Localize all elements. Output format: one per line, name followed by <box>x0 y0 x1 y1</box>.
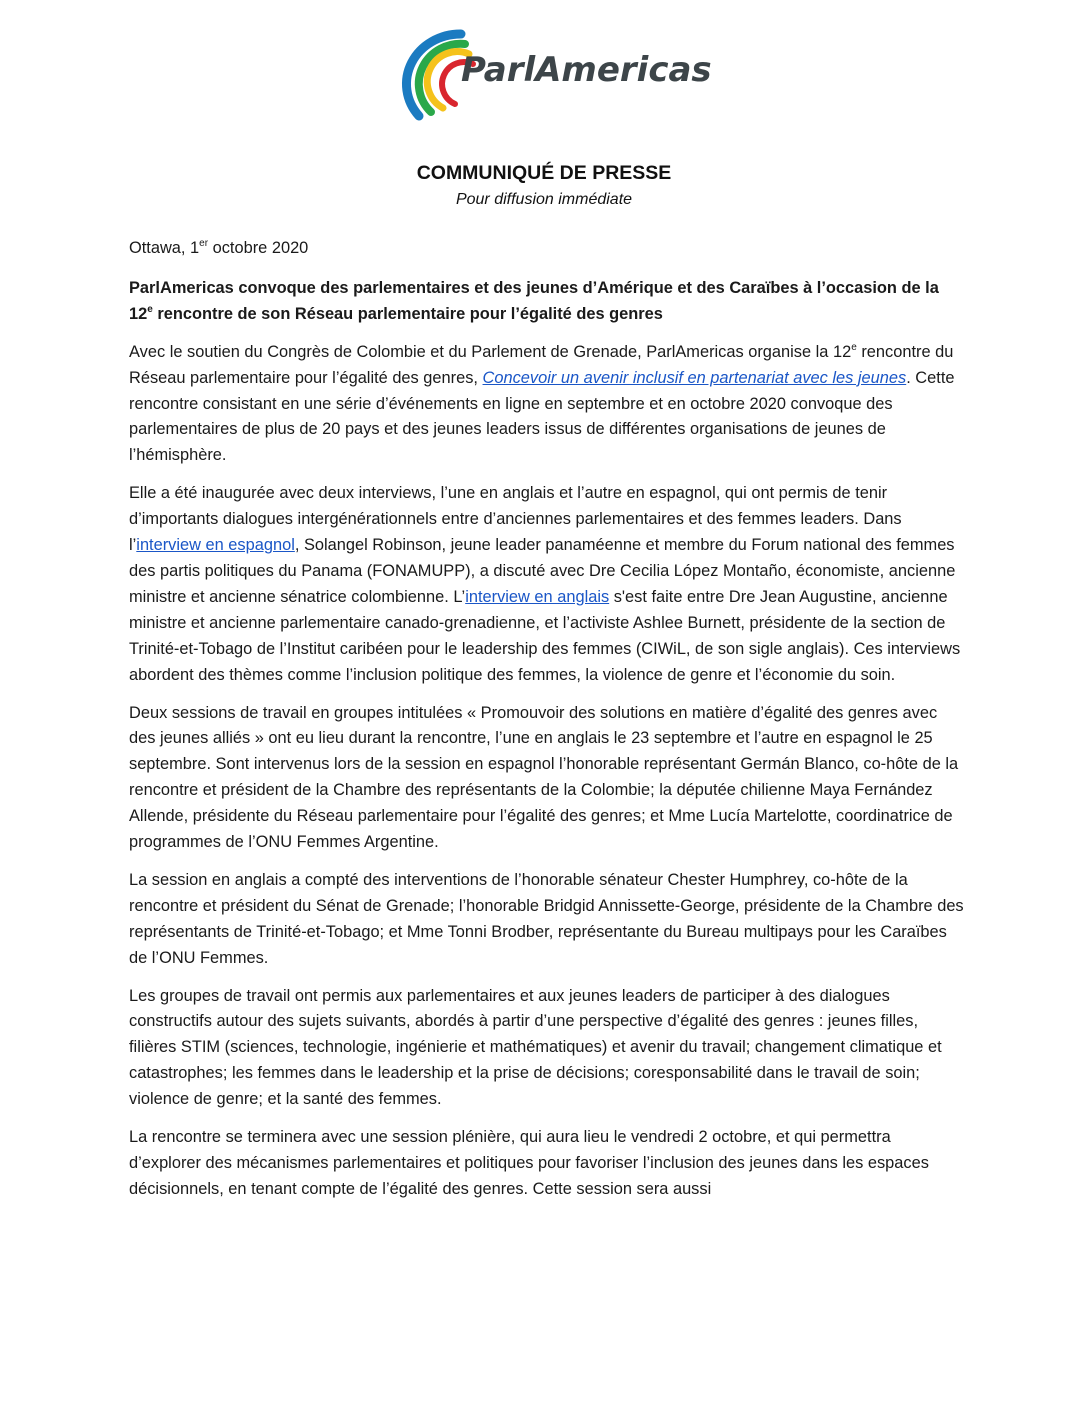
paragraph-1: Avec le soutien du Congrès de Colombie et du Parlement de Grenade, ParlAmericas organise la 12e rencontre du Réseau parlementaire pour l’égalité des genres, Concevoir un avenir inclusif en partenariat avec les jeunes. Cette rencontre consistant en une série d’événements en ligne en septembre et en octobre 2020 convoque des parlementaires de plus de 20 pays et des jeunes leaders issus de différentes organisations de jeunes de l’hémisphère. <box>129 341 955 465</box>
english-interview-link[interactable]: interview en anglais <box>465 587 610 606</box>
press-release-body <box>129 236 964 1215</box>
page-title: COMMUNIQUÉ DE PRESSE <box>416 162 672 184</box>
page-subtitle: Pour diffusion immédiate <box>455 191 633 208</box>
paragraph-6: La rencontre se terminera avec une session plénière, qui aura lieu le vendredi 2 octobre, et qui permettra d’explorer des mécanismes parlementaires et politiques pour favoriser l’inclusion des jeunes dans les espaces décisionnels, en tenant compte de l’égalité des genres. Cette session sera aussi <box>129 1128 929 1198</box>
logo-wordmark: ParlAmericas <box>461 50 712 90</box>
paragraph-2: Elle a été inaugurée avec deux interviews, l’une en anglais et l’autre en espagnol, qui ont permis de tenir d’importants dialogues intergénérationnels entre d’anciennes parlementaires et des femmes leaders. Dans l’interview en espagnol, Solangel Robinson, jeune leader panaméenne et membre du Forum national des femmes des partis politiques du Panama (FONAMUPP), a discuté avec Dre Cecilia López Montaño, économiste, ancienne ministre et ancienne sénatrice colombienne. L’interview en anglais s'est faite entre Dre Jean Augustine, ancienne ministre et ancienne parlementaire canado-grenadienne, et l’activiste Ashlee Burnett, présidente de la section de Trinité-et-Tobago de l’Institut caribéen pour le leadership des femmes (CIWiL, de son sigle anglais). Ces interviews abordent des thèmes comme l’inclusion politique des femmes, la violence de genre et l’économie du soin. <box>129 484 961 684</box>
dateline: Ottawa, 1er octobre 2020 <box>129 238 309 257</box>
spanish-interview-link[interactable]: interview en espagnol <box>136 536 295 555</box>
paragraph-4: La session en anglais a compté des interventions de l’honorable sénateur Chester Humphrey, co-hôte de la rencontre et président du Sénat de Grenade; l’honorable Bridgid Annissette-George, présidente de la Chambre des représentants de Trinité-et-Tobago; et Mme Tonni Brodber, représentante du Bureau multipays pour les Caraïbes de l’ONU Femmes. <box>129 870 964 967</box>
lead-headline: ParlAmericas convoque des parlementaires et des jeunes d’Amérique et des Caraïbes à l’occasion de la 12e rencontre de son Réseau parlementaire pour l’égalité des genres <box>129 278 939 323</box>
event-link[interactable]: Concevoir un avenir inclusif en partenariat avec les jeunes <box>482 368 907 387</box>
paragraph-3: Deux sessions de travail en groupes intitulées « Promouvoir des solutions en matière d’égalité des genres avec des jeunes alliés » ont eu lieu durant la rencontre, l’une en anglais le 23 septembre et l’autre en espagnol le 25 septembre. Sont intervenus lors de la session en espagnol l’honorable représentant Germán Blanco, co-hôte de la rencontre et président de la Chambre des représentants de la Colombie; la députée chilienne Maya Fernández Allende, présidente du Réseau parlementaire pour l’égalité des genres; et Mme Lucía Martelotte, coordinatrice de programmes de l’ONU Femmes Argentine. <box>129 703 959 852</box>
paragraph-5: Les groupes de travail ont permis aux parlementaires et aux jeunes leaders de participer à des dialogues constructifs autour des sujets suivants, abordés à partir d’une perspective d’égalité des genres : jeunes filles, filières STIM (sciences, technologie, ingénierie et mathématiques) et avenir du travail; changement climatique et catastrophes; les femmes dans le leadership et la prise de décisions; coresponsabilité dans le travail de soin; violence de genre; et la santé des femmes. <box>129 986 942 1109</box>
parlamericas-logo <box>395 28 715 124</box>
